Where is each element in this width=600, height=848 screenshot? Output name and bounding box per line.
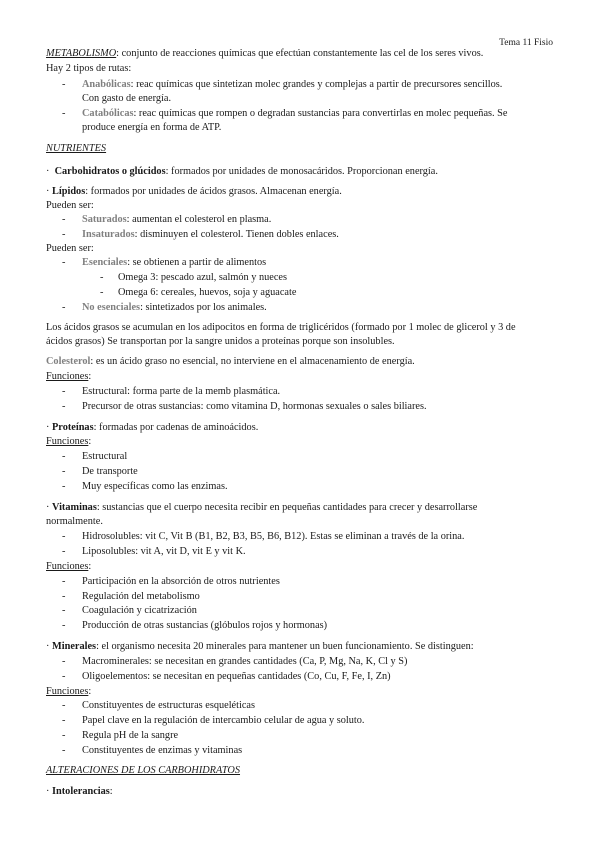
dash: - [62,656,66,667]
metabolismo-definition: METABOLISMO: conjunto de reacciones químicas que efectúan constantemente las cel de los seres vivos. [46,48,484,59]
dash: - [100,287,104,298]
hidrosolubles-item: Hidrosolubles: vit C, Vit B (B1, B2, B3, B5, B6, B12). Estas se eliminan a través de la orina. [82,531,465,542]
metabolismo-intro: Hay 2 tipos de rutas: [46,63,132,74]
lipidos-funciones-label: Funciones: [46,371,92,382]
vitaminas-funcion-1: Participación en la absorción de otros nutrientes [82,576,280,587]
acidos-grasos-para-2: ácidos grasos) Se transportan por la sangre unidos a proteínas porque son insolubles. [46,336,395,347]
metabolismo-term: METABOLISMO [46,48,117,59]
dash: - [62,79,66,90]
macrominerales-item: Macrominerales: se necesitan en grandes cantidades (Ca, P, Mg, Na, K, Cl y S) [82,656,408,667]
lipidos-line: · Lípidos: formados por unidades de ácidos grasos. Almacenan energía. [46,186,342,197]
dash: - [62,671,66,682]
dash: - [100,272,104,283]
lipidos-funcion-1: Estructural: forma parte de la memb plasmática. [82,386,281,397]
oligoelementos-item: Oligoelementos: se necesitan en pequeñas cantidades (Co, Cu, F, Fe, I, Zn) [82,671,391,682]
proteinas-funcion-3: Muy específicas como las enzimas. [82,481,228,492]
dash: - [62,715,66,726]
minerales-line: · Minerales: el organismo necesita 20 minerales para mantener un buen funcionamiento. Se distinguen: [46,641,474,652]
minerales-funciones-label: Funciones: [46,686,92,697]
dash: - [62,481,66,492]
dash: - [62,386,66,397]
lipidos-pueden-2: Pueden ser: [46,243,94,254]
lipidos-pueden-1: Pueden ser: [46,200,94,211]
no-esenciales-item: No esenciales: sintetizados por los animales. [82,302,267,313]
proteinas-funciones-label: Funciones: [46,436,92,447]
omega-6-item: Omega 6: cereales, huevos, soja y aguacate [118,287,297,298]
dash: - [62,108,66,119]
dash: - [62,605,66,616]
vitaminas-line: · Vitaminas: sustancias que el cuerpo necesita recibir en pequeñas cantidades para crecer y desarrollarse [46,502,478,513]
dash: - [62,401,66,412]
esenciales-item: Esenciales: se obtienen a partir de alimentos [82,257,267,268]
acidos-grasos-para-1: Los ácidos grasos se acumulan en los adipocitos en forma de triglicéridos (formado por 1 molec de glicerol y 3 de [46,322,516,333]
dash: - [62,591,66,602]
liposolubles-item: Liposolubles: vit A, vit D, vit E y vit K. [82,546,246,557]
alteraciones-title: ALTERACIONES DE LOS CARBOHIDRATOS [46,765,241,776]
vitaminas-funciones-label: Funciones: [46,561,92,572]
minerales-funcion-4: Constituyentes de enzimas y vitaminas [82,745,243,756]
minerales-funcion-3: Regula pH de la sangre [82,730,179,741]
dash: - [62,546,66,557]
catabolicas-item: Catabólicas: reac químicas que rompen o degradan sustancias para convertirlas en molec pequeñas. Se [82,108,508,119]
dash: - [62,576,66,587]
vitaminas-funcion-2: Regulación del metabolismo [82,591,200,602]
proteinas-line: · Proteínas: formadas por cadenas de aminoácidos. [46,422,259,433]
omega-3-item: Omega 3: pescado azul, salmón y nueces [118,272,287,283]
colesterol-line: Colesterol: es un ácido graso no esencial, no interviene en el almacenamiento de energía. [46,356,415,367]
dash: - [62,214,66,225]
intolerancias-line: · Intolerancias: [46,786,113,797]
proteinas-funcion-1: Estructural [82,451,128,462]
dash: - [62,451,66,462]
lipidos-funcion-2: Precursor de otras sustancias: como vitamina D, hormonas sexuales o sales biliares. [82,401,427,412]
dash: - [62,466,66,477]
dash: - [62,730,66,741]
anabolicas-item: Anabólicas: reac químicas que sintetizan molec grandes y complejas a partir de precursores sencillos. [82,79,503,90]
saturados-item: Saturados: aumentan el colesterol en plasma. [82,214,272,225]
vitaminas-funcion-3: Coagulación y cicatrización [82,605,197,616]
carbohidratos-line: · Carbohidratos o glúcidos: formados por unidades de monosacáridos. Proporcionan energía. [46,166,438,177]
dash: - [62,620,66,631]
page-header: Tema 11 Fisio [499,38,553,48]
dash: - [62,745,66,756]
proteinas-funcion-2: De transporte [82,466,138,477]
dash: - [62,302,66,313]
nutrientes-title: NUTRIENTES [46,143,107,154]
catabolicas-cont: produce energía en forma de ATP. [82,122,222,133]
dash: - [62,257,66,268]
insaturados-item: Insaturados: disminuyen el colesterol. Tienen dobles enlaces. [82,229,339,240]
vitaminas-cont: normalmente. [46,516,103,527]
dash: - [62,229,66,240]
dash: - [62,700,66,711]
vitaminas-funcion-4: Producción de otras sustancias (glóbulos rojos y hormonas) [82,620,328,631]
dash: - [62,531,66,542]
anabolicas-cont: Con gasto de energía. [82,93,172,104]
minerales-funcion-1: Constituyentes de estructuras esqueléticas [82,700,255,711]
minerales-funcion-2: Papel clave en la regulación de intercambio celular de agua y soluto. [82,715,365,726]
